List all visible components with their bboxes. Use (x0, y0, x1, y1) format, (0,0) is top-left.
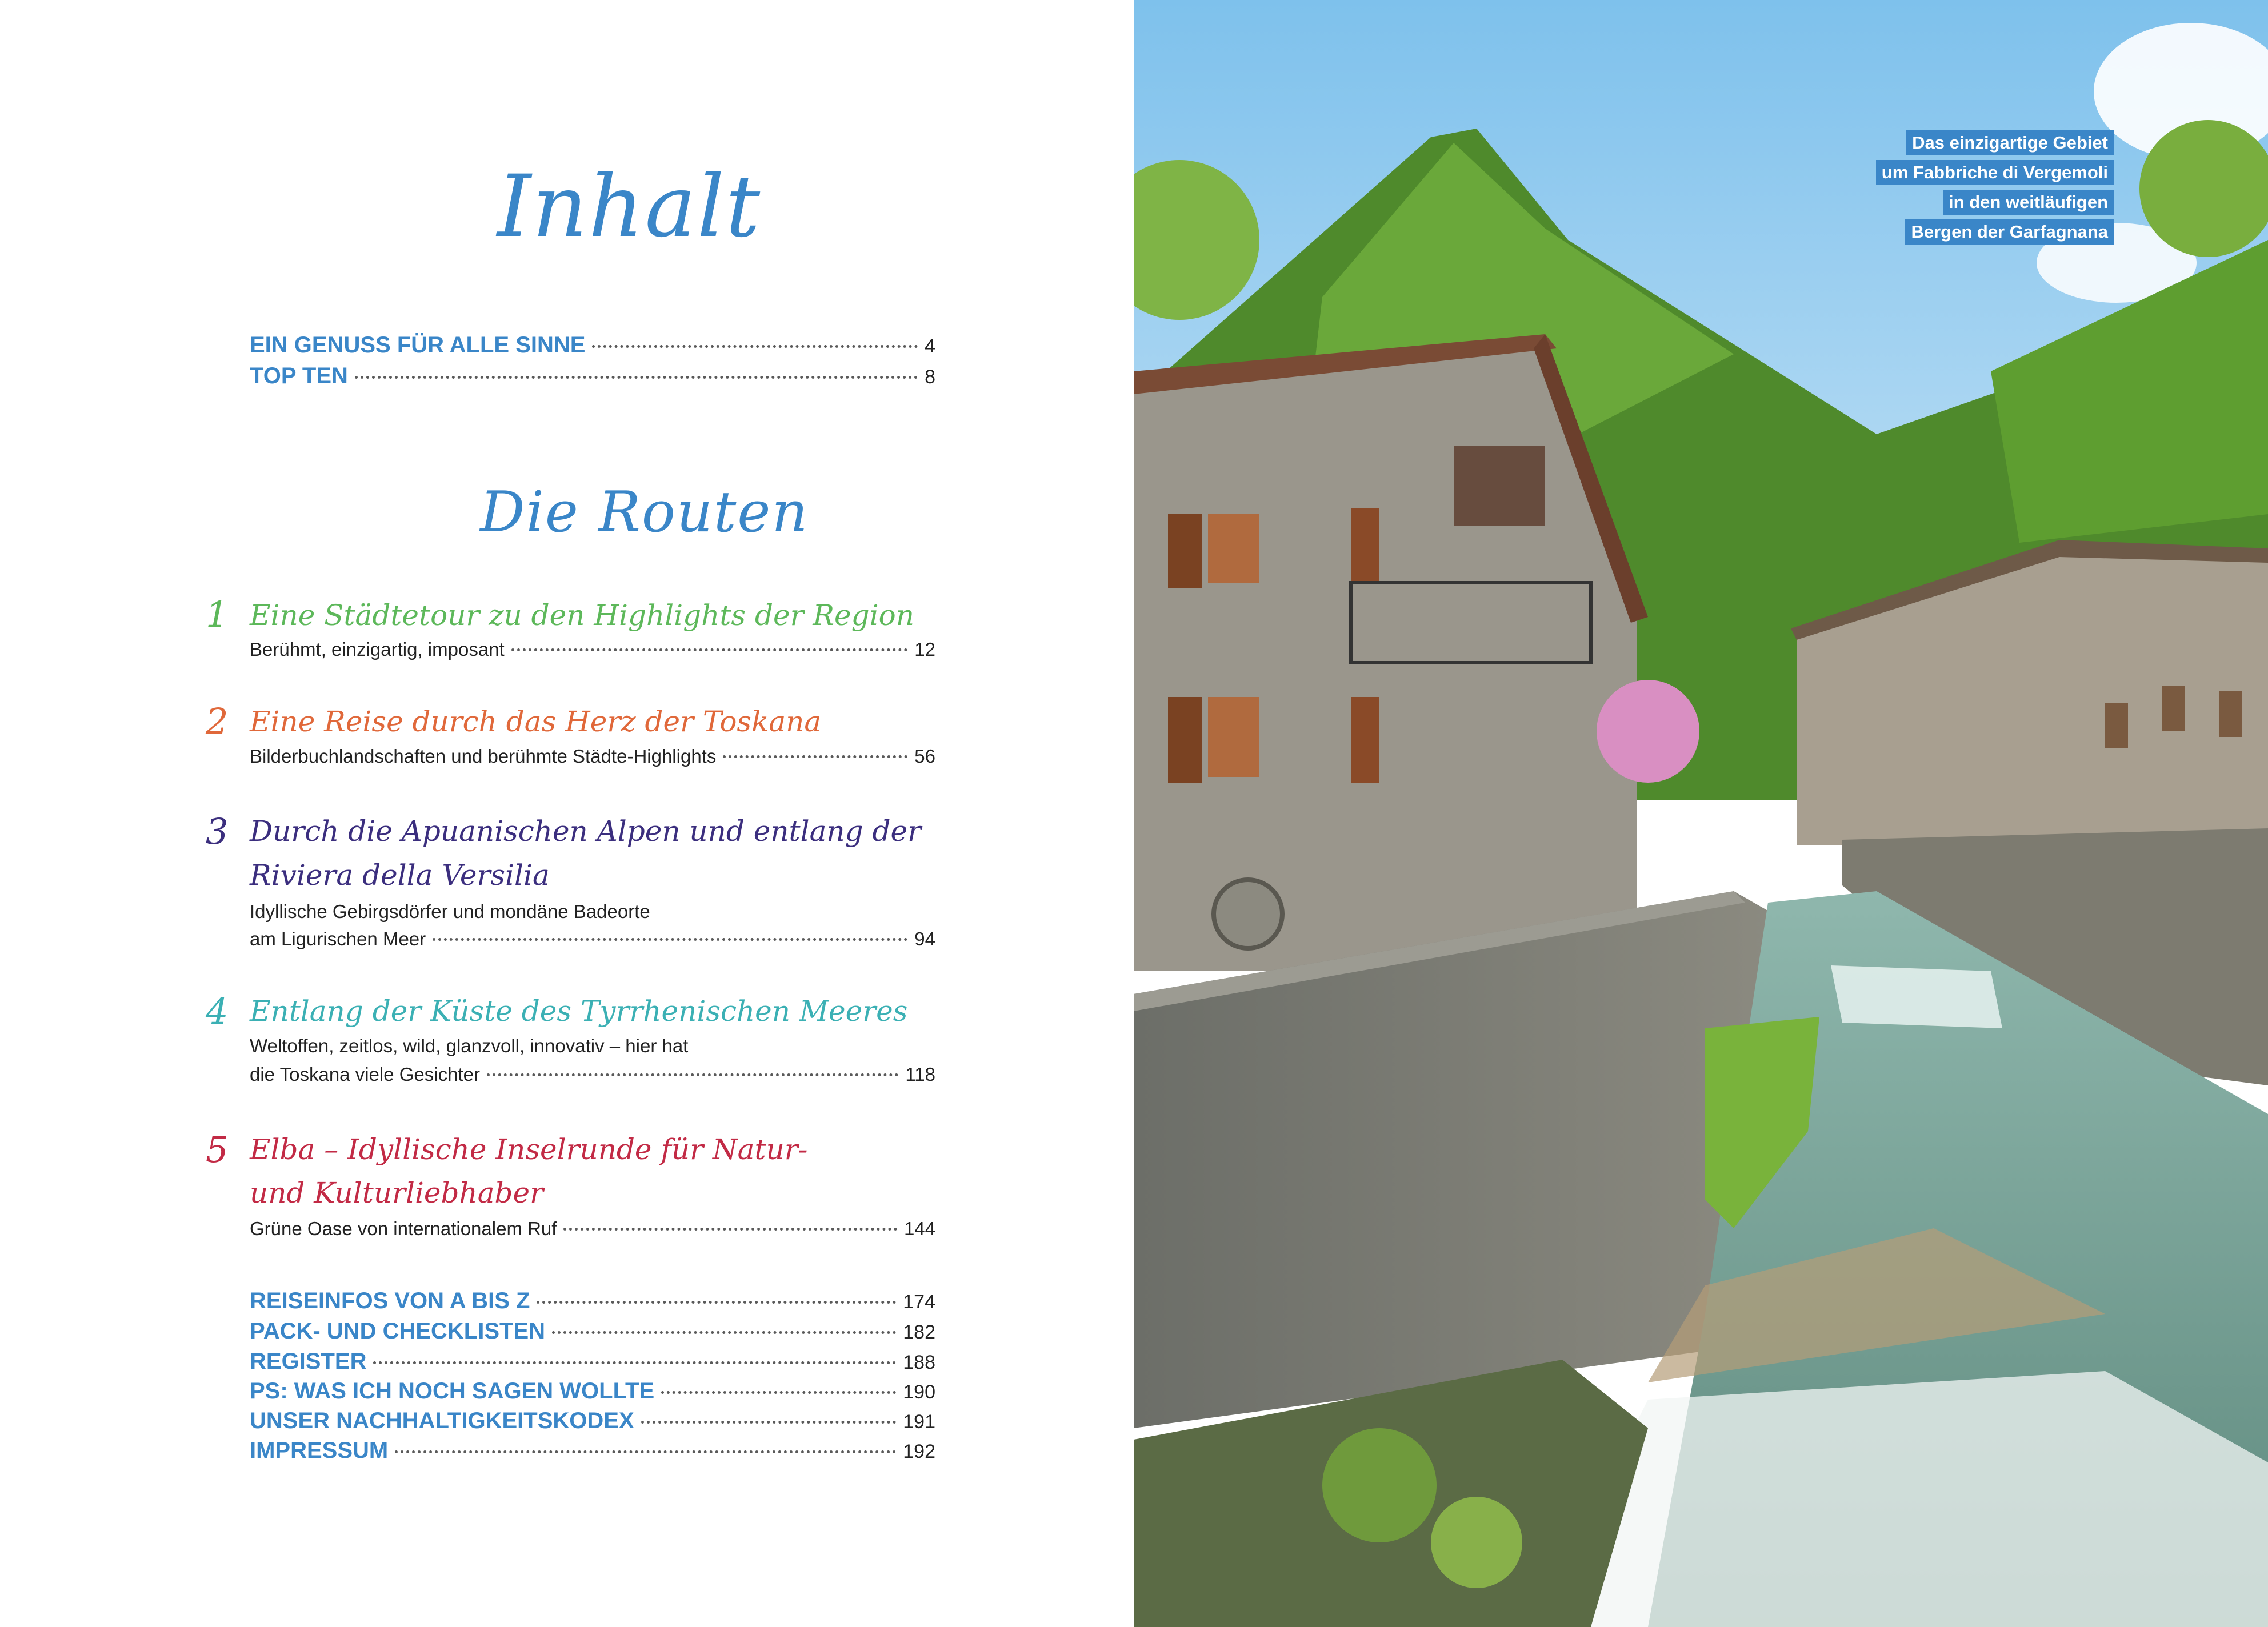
route-entry[interactable] (250, 928, 935, 950)
dot-leader (641, 1421, 897, 1424)
toc-entry-label: REGISTER (250, 1349, 367, 1374)
caption-line: Das einzigartige Gebiet (1906, 130, 2114, 155)
route-number: 2 (206, 700, 229, 742)
toc-entry-label: PACK- UND CHECKLISTEN (250, 1319, 546, 1344)
toc-page-number: 188 (903, 1352, 935, 1373)
toc-entry-label: PS: WAS ICH NOCH SAGEN WOLLTE (250, 1378, 655, 1404)
toc-page-number: 191 (903, 1411, 935, 1433)
route-description: Bilderbuchlandschaften und berühmte Städte-Highlights (250, 746, 717, 767)
toc-entry-ps[interactable] (250, 1378, 935, 1404)
route-title[interactable]: Durch die Apuanischen Alpen und entlang der (250, 815, 922, 848)
route-entry[interactable] (250, 639, 935, 660)
toc-entry-label: UNSER NACHHALTIGKEITSKODEX (250, 1408, 634, 1433)
route-entry[interactable] (250, 746, 935, 767)
route-number: 4 (206, 991, 229, 1032)
route-description: die Toskana viele Gesichter (250, 1064, 480, 1085)
toc-page-number: 192 (903, 1441, 935, 1462)
dot-leader (433, 938, 907, 941)
landscape-photo (1134, 0, 2268, 1627)
route-entry[interactable] (250, 1064, 935, 1085)
routes-heading: Die Routen (480, 480, 809, 545)
dot-leader (395, 1450, 896, 1453)
route-description: Idyllische Gebirgsdörfer und mondäne Badeorte (250, 901, 650, 922)
route-description: Berühmt, einzigartig, imposant (250, 639, 505, 660)
toc-page-number: 174 (903, 1291, 935, 1313)
toc-page-number: 118 (905, 1064, 935, 1085)
toc-page-number: 4 (925, 335, 935, 357)
toc-entry-impressum[interactable] (250, 1438, 935, 1464)
route-description: am Ligurischen Meer (250, 928, 426, 949)
route-title[interactable]: Elba – Idyllische Inselrunde für Natur- (250, 1133, 808, 1166)
caption-line: um Fabbriche di Vergemoli (1876, 160, 2114, 185)
caption-line: in den weitläufigen (1943, 190, 2114, 215)
toc-page-number: 8 (925, 366, 935, 388)
route-entry[interactable] (250, 1218, 935, 1240)
toc-entry-label: IMPRESSUM (250, 1438, 389, 1463)
toc-entry-checklists[interactable] (250, 1319, 935, 1344)
route-title[interactable]: Eine Städtetour zu den Highlights der Region (250, 599, 914, 632)
route-number: 5 (206, 1129, 229, 1171)
route-number: 1 (206, 594, 229, 635)
toc-entry-intro[interactable] (250, 332, 935, 358)
toc-entry-label: TOP TEN (250, 363, 348, 388)
dot-leader (373, 1361, 896, 1364)
dot-leader (661, 1391, 896, 1394)
route-title[interactable]: Entlang der Küste des Tyrrhenischen Meeres (250, 995, 908, 1028)
toc-entry-label: EIN GENUSS FÜR ALLE SINNE (250, 332, 586, 358)
toc-page-number: 190 (903, 1381, 935, 1403)
route-title[interactable]: Eine Reise durch das Herz der Toskana (250, 705, 822, 738)
route-description: Weltoffen, zeitlos, wild, glanzvoll, innovativ – hier hat (250, 1035, 689, 1056)
dot-leader (355, 376, 918, 379)
route-description: Grüne Oase von internationalem Ruf (250, 1218, 557, 1239)
photo-caption (1876, 130, 2114, 249)
toc-page-number: 12 (914, 639, 935, 660)
toc-page-number: 56 (914, 746, 935, 767)
route-number: 3 (206, 811, 229, 852)
toc-page-number: 94 (914, 928, 935, 949)
route-title-continued[interactable]: und Kulturliebhaber (250, 1176, 544, 1209)
contents-heading: Inhalt (497, 157, 762, 257)
toc-page-number: 144 (903, 1218, 935, 1239)
toc-entry-label: REISEINFOS VON A BIS Z (250, 1288, 530, 1313)
dot-leader (552, 1331, 896, 1334)
dot-leader (563, 1228, 897, 1231)
toc-entry-sustainability[interactable] (250, 1408, 935, 1434)
dot-leader (723, 755, 907, 758)
toc-page-number: 182 (903, 1321, 935, 1343)
dot-leader (487, 1073, 898, 1076)
dot-leader (511, 648, 908, 651)
dot-leader (592, 345, 918, 348)
caption-line: Bergen der Garfagnana (1905, 219, 2114, 245)
toc-entry-reiseinfos[interactable] (250, 1288, 935, 1314)
dot-leader (537, 1301, 896, 1304)
route-title-continued[interactable]: Riviera della Versilia (250, 859, 550, 892)
toc-entry-register[interactable] (250, 1349, 935, 1374)
toc-entry-top-ten[interactable] (250, 363, 935, 389)
